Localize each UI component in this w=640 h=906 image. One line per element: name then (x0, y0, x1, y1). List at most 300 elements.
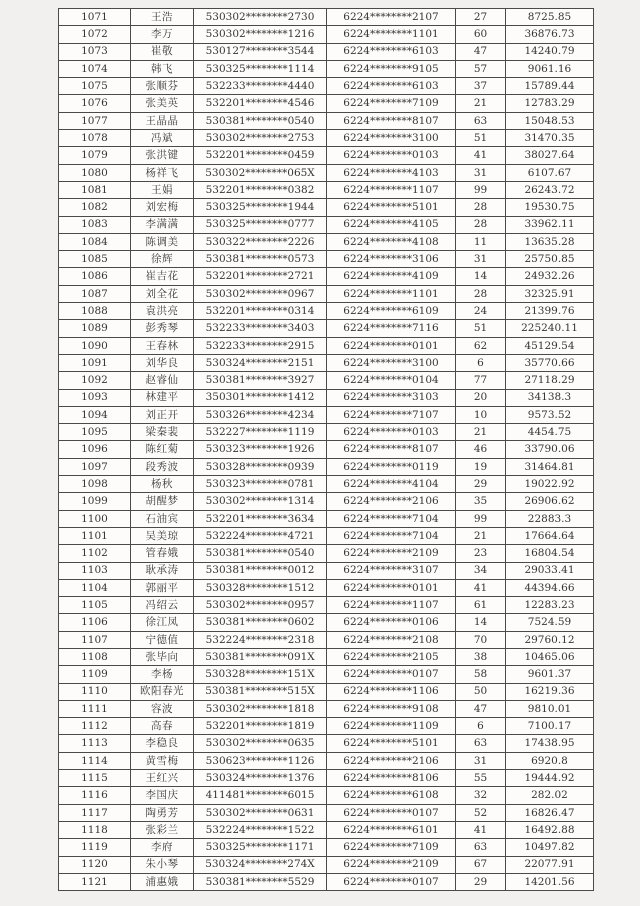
card-number-masked-cell: 6224********6108 (327, 787, 456, 804)
card-number-masked-cell: 6224********1101 (327, 285, 456, 302)
name-cell: 陈红菊 (131, 441, 194, 458)
table-row (59, 268, 594, 285)
amount-cell: 16804.54 (506, 545, 594, 562)
card-number-masked-cell: 6224********7107 (327, 406, 456, 423)
id-number-masked-cell: 530324********2151 (194, 354, 327, 371)
card-number-masked-cell: 6224********4103 (327, 164, 456, 181)
name-cell: 徐江凤 (131, 614, 194, 631)
row-number-cell: 1108 (59, 648, 131, 665)
amount-cell: 35770.66 (506, 354, 594, 371)
row-number-cell: 1076 (59, 95, 131, 112)
card-number-masked-cell: 6224********0106 (327, 614, 456, 631)
id-number-masked-cell: 530302********1314 (194, 493, 327, 510)
row-number-cell: 1101 (59, 527, 131, 544)
row-number-cell: 1083 (59, 216, 131, 233)
name-cell: 刘全花 (131, 285, 194, 302)
count-cell: 14 (456, 268, 506, 285)
name-cell: 李万 (131, 26, 194, 43)
row-number-cell: 1081 (59, 181, 131, 198)
id-number-masked-cell: 532224********4721 (194, 527, 327, 544)
name-cell: 李府 (131, 839, 194, 856)
count-cell: 21 (456, 527, 506, 544)
card-number-masked-cell: 6224********3106 (327, 251, 456, 268)
card-number-masked-cell: 6224********1107 (327, 597, 456, 614)
id-number-masked-cell: 530302********0967 (194, 285, 327, 302)
id-number-masked-cell: 530302********0631 (194, 804, 327, 821)
row-number-cell: 1094 (59, 406, 131, 423)
count-cell: 23 (456, 545, 506, 562)
id-number-masked-cell: 532201********4546 (194, 95, 327, 112)
row-number-cell: 1089 (59, 320, 131, 337)
card-number-masked-cell: 6224********2107 (327, 9, 456, 26)
name-cell: 朱小琴 (131, 856, 194, 873)
table-row (59, 285, 594, 302)
amount-cell: 34138.3 (506, 389, 594, 406)
card-number-masked-cell: 6224********0107 (327, 666, 456, 683)
amount-cell: 21399.76 (506, 303, 594, 320)
name-cell: 冯斌 (131, 130, 194, 147)
table-row (59, 251, 594, 268)
card-number-masked-cell: 6224********7109 (327, 839, 456, 856)
amount-cell: 22077.91 (506, 856, 594, 873)
id-number-masked-cell: 530322********2226 (194, 233, 327, 250)
table-row (59, 476, 594, 493)
name-cell: 张顺芬 (131, 78, 194, 95)
row-number-cell: 1072 (59, 26, 131, 43)
row-number-cell: 1090 (59, 337, 131, 354)
row-number-cell: 1109 (59, 666, 131, 683)
card-number-masked-cell: 6224********5101 (327, 735, 456, 752)
card-number-masked-cell: 6224********1101 (327, 26, 456, 43)
row-number-cell: 1105 (59, 597, 131, 614)
card-number-masked-cell: 6224********4104 (327, 476, 456, 493)
card-number-masked-cell: 6224********1106 (327, 683, 456, 700)
row-number-cell: 1075 (59, 78, 131, 95)
table-row (59, 320, 594, 337)
row-number-cell: 1102 (59, 545, 131, 562)
count-cell: 35 (456, 493, 506, 510)
id-number-masked-cell: 350301********1412 (194, 389, 327, 406)
row-number-cell: 1116 (59, 787, 131, 804)
count-cell: 70 (456, 631, 506, 648)
id-number-masked-cell: 530323********1926 (194, 441, 327, 458)
name-cell: 崔敬 (131, 43, 194, 60)
id-number-masked-cell: 532201********1819 (194, 718, 327, 735)
amount-cell: 29760.12 (506, 631, 594, 648)
name-cell: 袁洪亮 (131, 303, 194, 320)
name-cell: 张毕向 (131, 648, 194, 665)
card-number-masked-cell: 6224********3107 (327, 562, 456, 579)
name-cell: 韩飞 (131, 60, 194, 77)
count-cell: 31 (456, 752, 506, 769)
count-cell: 55 (456, 770, 506, 787)
table-row (59, 164, 594, 181)
count-cell: 47 (456, 700, 506, 717)
table-row (59, 839, 594, 856)
id-number-masked-cell: 530302********065X (194, 164, 327, 181)
amount-cell: 33962.11 (506, 216, 594, 233)
id-number-masked-cell: 530325********1114 (194, 60, 327, 77)
row-number-cell: 1112 (59, 718, 131, 735)
count-cell: 31 (456, 251, 506, 268)
row-number-cell: 1077 (59, 112, 131, 129)
card-number-masked-cell: 6224********0107 (327, 804, 456, 821)
row-number-cell: 1078 (59, 130, 131, 147)
name-cell: 石油宾 (131, 510, 194, 527)
amount-cell: 25750.85 (506, 251, 594, 268)
count-cell: 29 (456, 476, 506, 493)
amount-cell: 6920.8 (506, 752, 594, 769)
card-number-masked-cell: 6224********7109 (327, 95, 456, 112)
table-row (59, 43, 594, 60)
amount-cell: 44394.66 (506, 579, 594, 596)
count-cell: 37 (456, 78, 506, 95)
name-cell: 林建平 (131, 389, 194, 406)
count-cell: 41 (456, 579, 506, 596)
id-number-masked-cell: 532233********3403 (194, 320, 327, 337)
id-number-masked-cell: 530302********1216 (194, 26, 327, 43)
id-number-masked-cell: 530328********0939 (194, 458, 327, 475)
table-row (59, 666, 594, 683)
card-number-masked-cell: 6224********8107 (327, 441, 456, 458)
id-number-masked-cell: 530328********1512 (194, 579, 327, 596)
id-number-masked-cell: 530381********091X (194, 648, 327, 665)
card-number-masked-cell: 6224********2105 (327, 648, 456, 665)
name-cell: 张洪键 (131, 147, 194, 164)
name-cell: 王红兴 (131, 770, 194, 787)
table-row (59, 60, 594, 77)
row-number-cell: 1106 (59, 614, 131, 631)
amount-cell: 7524.59 (506, 614, 594, 631)
table-row (59, 389, 594, 406)
amount-cell: 17664.64 (506, 527, 594, 544)
table-row (59, 406, 594, 423)
amount-cell: 26243.72 (506, 181, 594, 198)
count-cell: 52 (456, 804, 506, 821)
name-cell: 梁秦裴 (131, 424, 194, 441)
count-cell: 50 (456, 683, 506, 700)
row-number-cell: 1117 (59, 804, 131, 821)
card-number-masked-cell: 6224********1107 (327, 181, 456, 198)
id-number-masked-cell: 530302********2753 (194, 130, 327, 147)
row-number-cell: 1073 (59, 43, 131, 60)
card-number-masked-cell: 6224********4109 (327, 268, 456, 285)
row-number-cell: 1088 (59, 303, 131, 320)
count-cell: 28 (456, 216, 506, 233)
id-number-masked-cell: 530381********3927 (194, 372, 327, 389)
id-number-masked-cell: 530324********274X (194, 856, 327, 873)
amount-cell: 10497.82 (506, 839, 594, 856)
count-cell: 27 (456, 9, 506, 26)
id-number-masked-cell: 530302********0957 (194, 597, 327, 614)
name-cell: 吴美琼 (131, 527, 194, 544)
count-cell: 67 (456, 856, 506, 873)
amount-cell: 6107.67 (506, 164, 594, 181)
name-cell: 李满满 (131, 216, 194, 233)
name-cell: 杨秋 (131, 476, 194, 493)
row-number-cell: 1086 (59, 268, 131, 285)
count-cell: 34 (456, 562, 506, 579)
table-row (59, 493, 594, 510)
count-cell: 41 (456, 147, 506, 164)
table-row (59, 337, 594, 354)
amount-cell: 16826.47 (506, 804, 594, 821)
table-row (59, 424, 594, 441)
amount-cell: 15048.53 (506, 112, 594, 129)
amount-cell: 33790.06 (506, 441, 594, 458)
amount-cell: 29033.41 (506, 562, 594, 579)
count-cell: 6 (456, 718, 506, 735)
count-cell: 47 (456, 43, 506, 60)
name-cell: 李国庆 (131, 787, 194, 804)
amount-cell: 9810.01 (506, 700, 594, 717)
row-number-cell: 1079 (59, 147, 131, 164)
card-number-masked-cell: 6224********9105 (327, 60, 456, 77)
count-cell: 77 (456, 372, 506, 389)
table-row (59, 26, 594, 43)
name-cell: 欧阳春光 (131, 683, 194, 700)
id-number-masked-cell: 530325********1944 (194, 199, 327, 216)
row-number-cell: 1111 (59, 700, 131, 717)
table-row (59, 199, 594, 216)
id-number-masked-cell: 530326********4234 (194, 406, 327, 423)
count-cell: 19 (456, 458, 506, 475)
name-cell: 张美英 (131, 95, 194, 112)
card-number-masked-cell: 6224********4108 (327, 233, 456, 250)
name-cell: 徐辉 (131, 251, 194, 268)
count-cell: 99 (456, 181, 506, 198)
id-number-masked-cell: 530623********1126 (194, 752, 327, 769)
name-cell: 李稳良 (131, 735, 194, 752)
table-row (59, 562, 594, 579)
amount-cell: 22883.3 (506, 510, 594, 527)
name-cell: 陈调美 (131, 233, 194, 250)
row-number-cell: 1119 (59, 839, 131, 856)
amount-cell: 38027.64 (506, 147, 594, 164)
name-cell: 赵睿仙 (131, 372, 194, 389)
name-cell: 管春娥 (131, 545, 194, 562)
table-row (59, 441, 594, 458)
name-cell: 段秀波 (131, 458, 194, 475)
amount-cell: 14201.56 (506, 873, 594, 890)
row-number-cell: 1121 (59, 873, 131, 890)
card-number-masked-cell: 6224********6109 (327, 303, 456, 320)
row-number-cell: 1082 (59, 199, 131, 216)
row-number-cell: 1096 (59, 441, 131, 458)
name-cell: 冯绍云 (131, 597, 194, 614)
table-row (59, 233, 594, 250)
card-number-masked-cell: 6224********6101 (327, 821, 456, 838)
amount-cell: 8725.85 (506, 9, 594, 26)
amount-cell: 9061.16 (506, 60, 594, 77)
count-cell: 99 (456, 510, 506, 527)
table-row (59, 873, 594, 890)
amount-cell: 7100.17 (506, 718, 594, 735)
row-number-cell: 1084 (59, 233, 131, 250)
row-number-cell: 1114 (59, 752, 131, 769)
name-cell: 王春林 (131, 337, 194, 354)
amount-cell: 26906.62 (506, 493, 594, 510)
amount-cell: 13635.28 (506, 233, 594, 250)
count-cell: 51 (456, 320, 506, 337)
count-cell: 57 (456, 60, 506, 77)
amount-cell: 16492.88 (506, 821, 594, 838)
name-cell: 黄雪梅 (131, 752, 194, 769)
amount-cell: 282.02 (506, 787, 594, 804)
id-number-masked-cell: 530381********0602 (194, 614, 327, 631)
id-number-masked-cell: 532224********1522 (194, 821, 327, 838)
table-row (59, 510, 594, 527)
name-cell: 彭秀琴 (131, 320, 194, 337)
name-cell: 刘正开 (131, 406, 194, 423)
table-row (59, 787, 594, 804)
row-number-cell: 1087 (59, 285, 131, 302)
name-cell: 王晶晶 (131, 112, 194, 129)
id-number-masked-cell: 530328********151X (194, 666, 327, 683)
row-number-cell: 1107 (59, 631, 131, 648)
table-row (59, 112, 594, 129)
amount-cell: 9601.37 (506, 666, 594, 683)
name-cell: 郭丽平 (131, 579, 194, 596)
row-number-cell: 1074 (59, 60, 131, 77)
id-number-masked-cell: 532233********4440 (194, 78, 327, 95)
id-number-masked-cell: 530302********2730 (194, 9, 327, 26)
id-number-masked-cell: 532201********0382 (194, 181, 327, 198)
row-number-cell: 1085 (59, 251, 131, 268)
id-number-masked-cell: 530381********0573 (194, 251, 327, 268)
card-number-masked-cell: 6224********7104 (327, 527, 456, 544)
card-number-masked-cell: 6224********8107 (327, 112, 456, 129)
id-number-masked-cell: 532201********0314 (194, 303, 327, 320)
amount-cell: 9573.52 (506, 406, 594, 423)
count-cell: 31 (456, 164, 506, 181)
table-row (59, 147, 594, 164)
table-row (59, 821, 594, 838)
table-row (59, 9, 594, 26)
count-cell: 28 (456, 285, 506, 302)
card-number-masked-cell: 6224********4105 (327, 216, 456, 233)
name-cell: 王娟 (131, 181, 194, 198)
count-cell: 63 (456, 735, 506, 752)
count-cell: 51 (456, 130, 506, 147)
amount-cell: 36876.73 (506, 26, 594, 43)
card-number-masked-cell: 6224********3100 (327, 130, 456, 147)
id-number-masked-cell: 530381********0540 (194, 112, 327, 129)
table-row (59, 303, 594, 320)
card-number-masked-cell: 6224********3100 (327, 354, 456, 371)
row-number-cell: 1120 (59, 856, 131, 873)
id-number-masked-cell: 532233********2915 (194, 337, 327, 354)
count-cell: 63 (456, 112, 506, 129)
id-number-masked-cell: 530323********0781 (194, 476, 327, 493)
count-cell: 10 (456, 406, 506, 423)
card-number-masked-cell: 6224********6103 (327, 78, 456, 95)
row-number-cell: 1113 (59, 735, 131, 752)
amount-cell: 19530.75 (506, 199, 594, 216)
amount-cell: 14240.79 (506, 43, 594, 60)
card-number-masked-cell: 6224********0101 (327, 337, 456, 354)
table-row (59, 354, 594, 371)
row-number-cell: 1091 (59, 354, 131, 371)
amount-cell: 16219.36 (506, 683, 594, 700)
count-cell: 24 (456, 303, 506, 320)
amount-cell: 17438.95 (506, 735, 594, 752)
amount-cell: 4454.75 (506, 424, 594, 441)
card-number-masked-cell: 6224********0107 (327, 873, 456, 890)
name-cell: 李杨 (131, 666, 194, 683)
name-cell: 张彩兰 (131, 821, 194, 838)
row-number-cell: 1099 (59, 493, 131, 510)
name-cell: 浦惠娥 (131, 873, 194, 890)
card-number-masked-cell: 6224********9108 (327, 700, 456, 717)
card-number-masked-cell: 6224********2109 (327, 545, 456, 562)
table-row (59, 683, 594, 700)
count-cell: 60 (456, 26, 506, 43)
table-row (59, 700, 594, 717)
amount-cell: 32325.91 (506, 285, 594, 302)
row-number-cell: 1104 (59, 579, 131, 596)
card-number-masked-cell: 6224********7104 (327, 510, 456, 527)
row-number-cell: 1103 (59, 562, 131, 579)
amount-cell: 12783.29 (506, 95, 594, 112)
count-cell: 63 (456, 839, 506, 856)
name-cell: 王浩 (131, 9, 194, 26)
name-cell: 杨祥飞 (131, 164, 194, 181)
amount-cell: 31470.35 (506, 130, 594, 147)
table-row (59, 372, 594, 389)
name-cell: 刘宏梅 (131, 199, 194, 216)
table-row (59, 216, 594, 233)
card-number-masked-cell: 6224********3103 (327, 389, 456, 406)
amount-cell: 19022.92 (506, 476, 594, 493)
amount-cell: 10465.06 (506, 648, 594, 665)
count-cell: 6 (456, 354, 506, 371)
row-number-cell: 1093 (59, 389, 131, 406)
id-number-masked-cell: 532201********2721 (194, 268, 327, 285)
card-number-masked-cell: 6224********2106 (327, 752, 456, 769)
count-cell: 62 (456, 337, 506, 354)
table-row (59, 735, 594, 752)
table-row (59, 579, 594, 596)
card-number-masked-cell: 6224********0103 (327, 424, 456, 441)
count-cell: 21 (456, 95, 506, 112)
id-number-masked-cell: 530381********515X (194, 683, 327, 700)
amount-cell: 31464.81 (506, 458, 594, 475)
payment-list-table (58, 8, 594, 891)
table-row (59, 770, 594, 787)
card-number-masked-cell: 6224********0119 (327, 458, 456, 475)
row-number-cell: 1118 (59, 821, 131, 838)
count-cell: 61 (456, 597, 506, 614)
count-cell: 32 (456, 787, 506, 804)
card-number-masked-cell: 6224********2108 (327, 631, 456, 648)
table-row (59, 718, 594, 735)
count-cell: 20 (456, 389, 506, 406)
table-row (59, 545, 594, 562)
row-number-cell: 1110 (59, 683, 131, 700)
row-number-cell: 1100 (59, 510, 131, 527)
table-row (59, 78, 594, 95)
id-number-masked-cell: 532224********2318 (194, 631, 327, 648)
count-cell: 38 (456, 648, 506, 665)
table-row (59, 804, 594, 821)
amount-cell: 24932.26 (506, 268, 594, 285)
id-number-masked-cell: 530381********0540 (194, 545, 327, 562)
id-number-masked-cell: 532201********0459 (194, 147, 327, 164)
table-row (59, 527, 594, 544)
table-row (59, 631, 594, 648)
amount-cell: 225240.11 (506, 320, 594, 337)
